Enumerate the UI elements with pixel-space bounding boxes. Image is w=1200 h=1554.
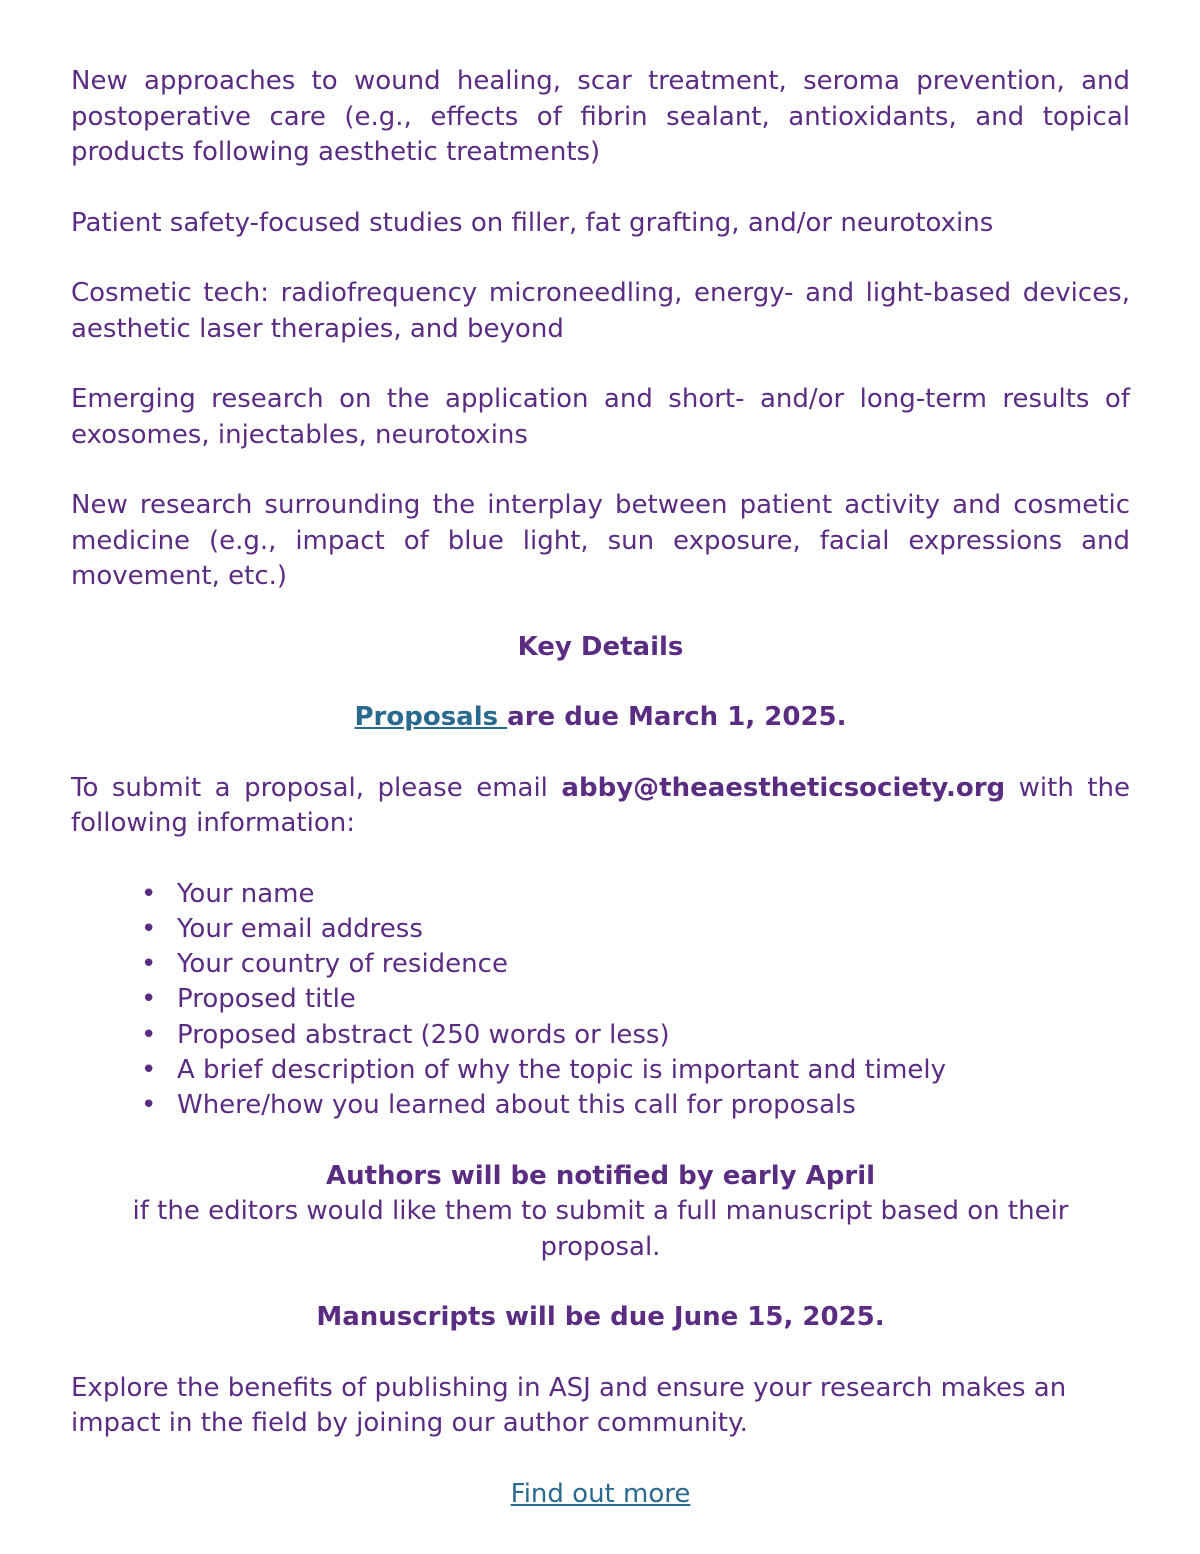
list-item xyxy=(141,1053,1130,1088)
list-item xyxy=(141,912,1130,947)
bullet-icon: • xyxy=(141,949,157,980)
list-item-text: A brief description of why the topic is important and timely xyxy=(177,1054,947,1085)
find-out-more-link[interactable]: Find out more xyxy=(510,1478,691,1509)
list-item xyxy=(141,1088,1130,1123)
requirements-list xyxy=(71,877,1130,1124)
proposals-due-line xyxy=(71,700,1130,736)
topic-wound-healing: New approaches to wound healing, scar treatment, seroma prevention, and postoperative care (e.g., effects of fibrin sealant, antioxidants, and topical products following aesthetic treatments) xyxy=(71,66,1130,167)
list-item xyxy=(141,982,1130,1017)
list-item-text: Proposed abstract (250 words or less) xyxy=(177,1019,670,1050)
list-item-text: Where/how you learned about this call for proposals xyxy=(177,1090,856,1121)
bullet-icon: • xyxy=(141,1019,157,1050)
bullet-icon: • xyxy=(141,878,157,909)
manuscripts-due: Manuscripts will be due June 15, 2025. xyxy=(316,1302,885,1333)
proposals-due-text: are due March 1, 2025. xyxy=(507,702,847,732)
list-item xyxy=(141,877,1130,912)
find-out-more-line xyxy=(71,1477,1130,1513)
list-item xyxy=(141,947,1130,982)
submit-instructions xyxy=(71,771,1130,842)
submit-intro: To submit a proposal, please email xyxy=(71,772,562,803)
submit-email: abby@theaestheticsociety.org xyxy=(561,772,1006,803)
key-details-heading: Key Details xyxy=(517,631,684,662)
explore-text: Explore the benefits of publishing in ASJ and ensure your research makes an impact in the field by joining our author community. xyxy=(71,1372,1067,1439)
list-item-text: Your email address xyxy=(177,913,423,944)
list-item xyxy=(141,1018,1130,1053)
topic-cosmetic-tech: Cosmetic tech: radiofrequency microneedling, energy- and light-based devices, aesthetic laser therapies, and beyond xyxy=(71,278,1130,344)
bullet-icon: • xyxy=(141,1090,157,1121)
bullet-icon: • xyxy=(141,1054,157,1085)
list-item-text: Proposed title xyxy=(177,984,356,1015)
submit-outro: with the following information: xyxy=(71,772,1130,838)
notification-heading: Authors will be notified by early April xyxy=(325,1160,876,1191)
notification-text: if the editors would like them to submit a full manuscript based on their proposal. xyxy=(132,1196,1069,1262)
list-item-text: Your country of residence xyxy=(177,949,508,980)
bullet-icon: • xyxy=(141,984,157,1015)
topic-emerging-research: Emerging research on the application and short- and/or long-term results of exosomes, injectables, neurotoxins xyxy=(71,384,1130,450)
list-item-text: Your name xyxy=(177,878,315,909)
proposals-link[interactable]: Proposals xyxy=(354,702,508,732)
bullet-icon: • xyxy=(141,913,157,944)
topic-patient-activity: New research surrounding the interplay between patient activity and cosmetic medicine (e.g., impact of blue light, sun exposure, facial expressions and movement, etc.) xyxy=(71,490,1130,591)
topic-patient-safety: Patient safety-focused studies on filler, fat grafting, and/or neurotoxins xyxy=(71,207,994,238)
